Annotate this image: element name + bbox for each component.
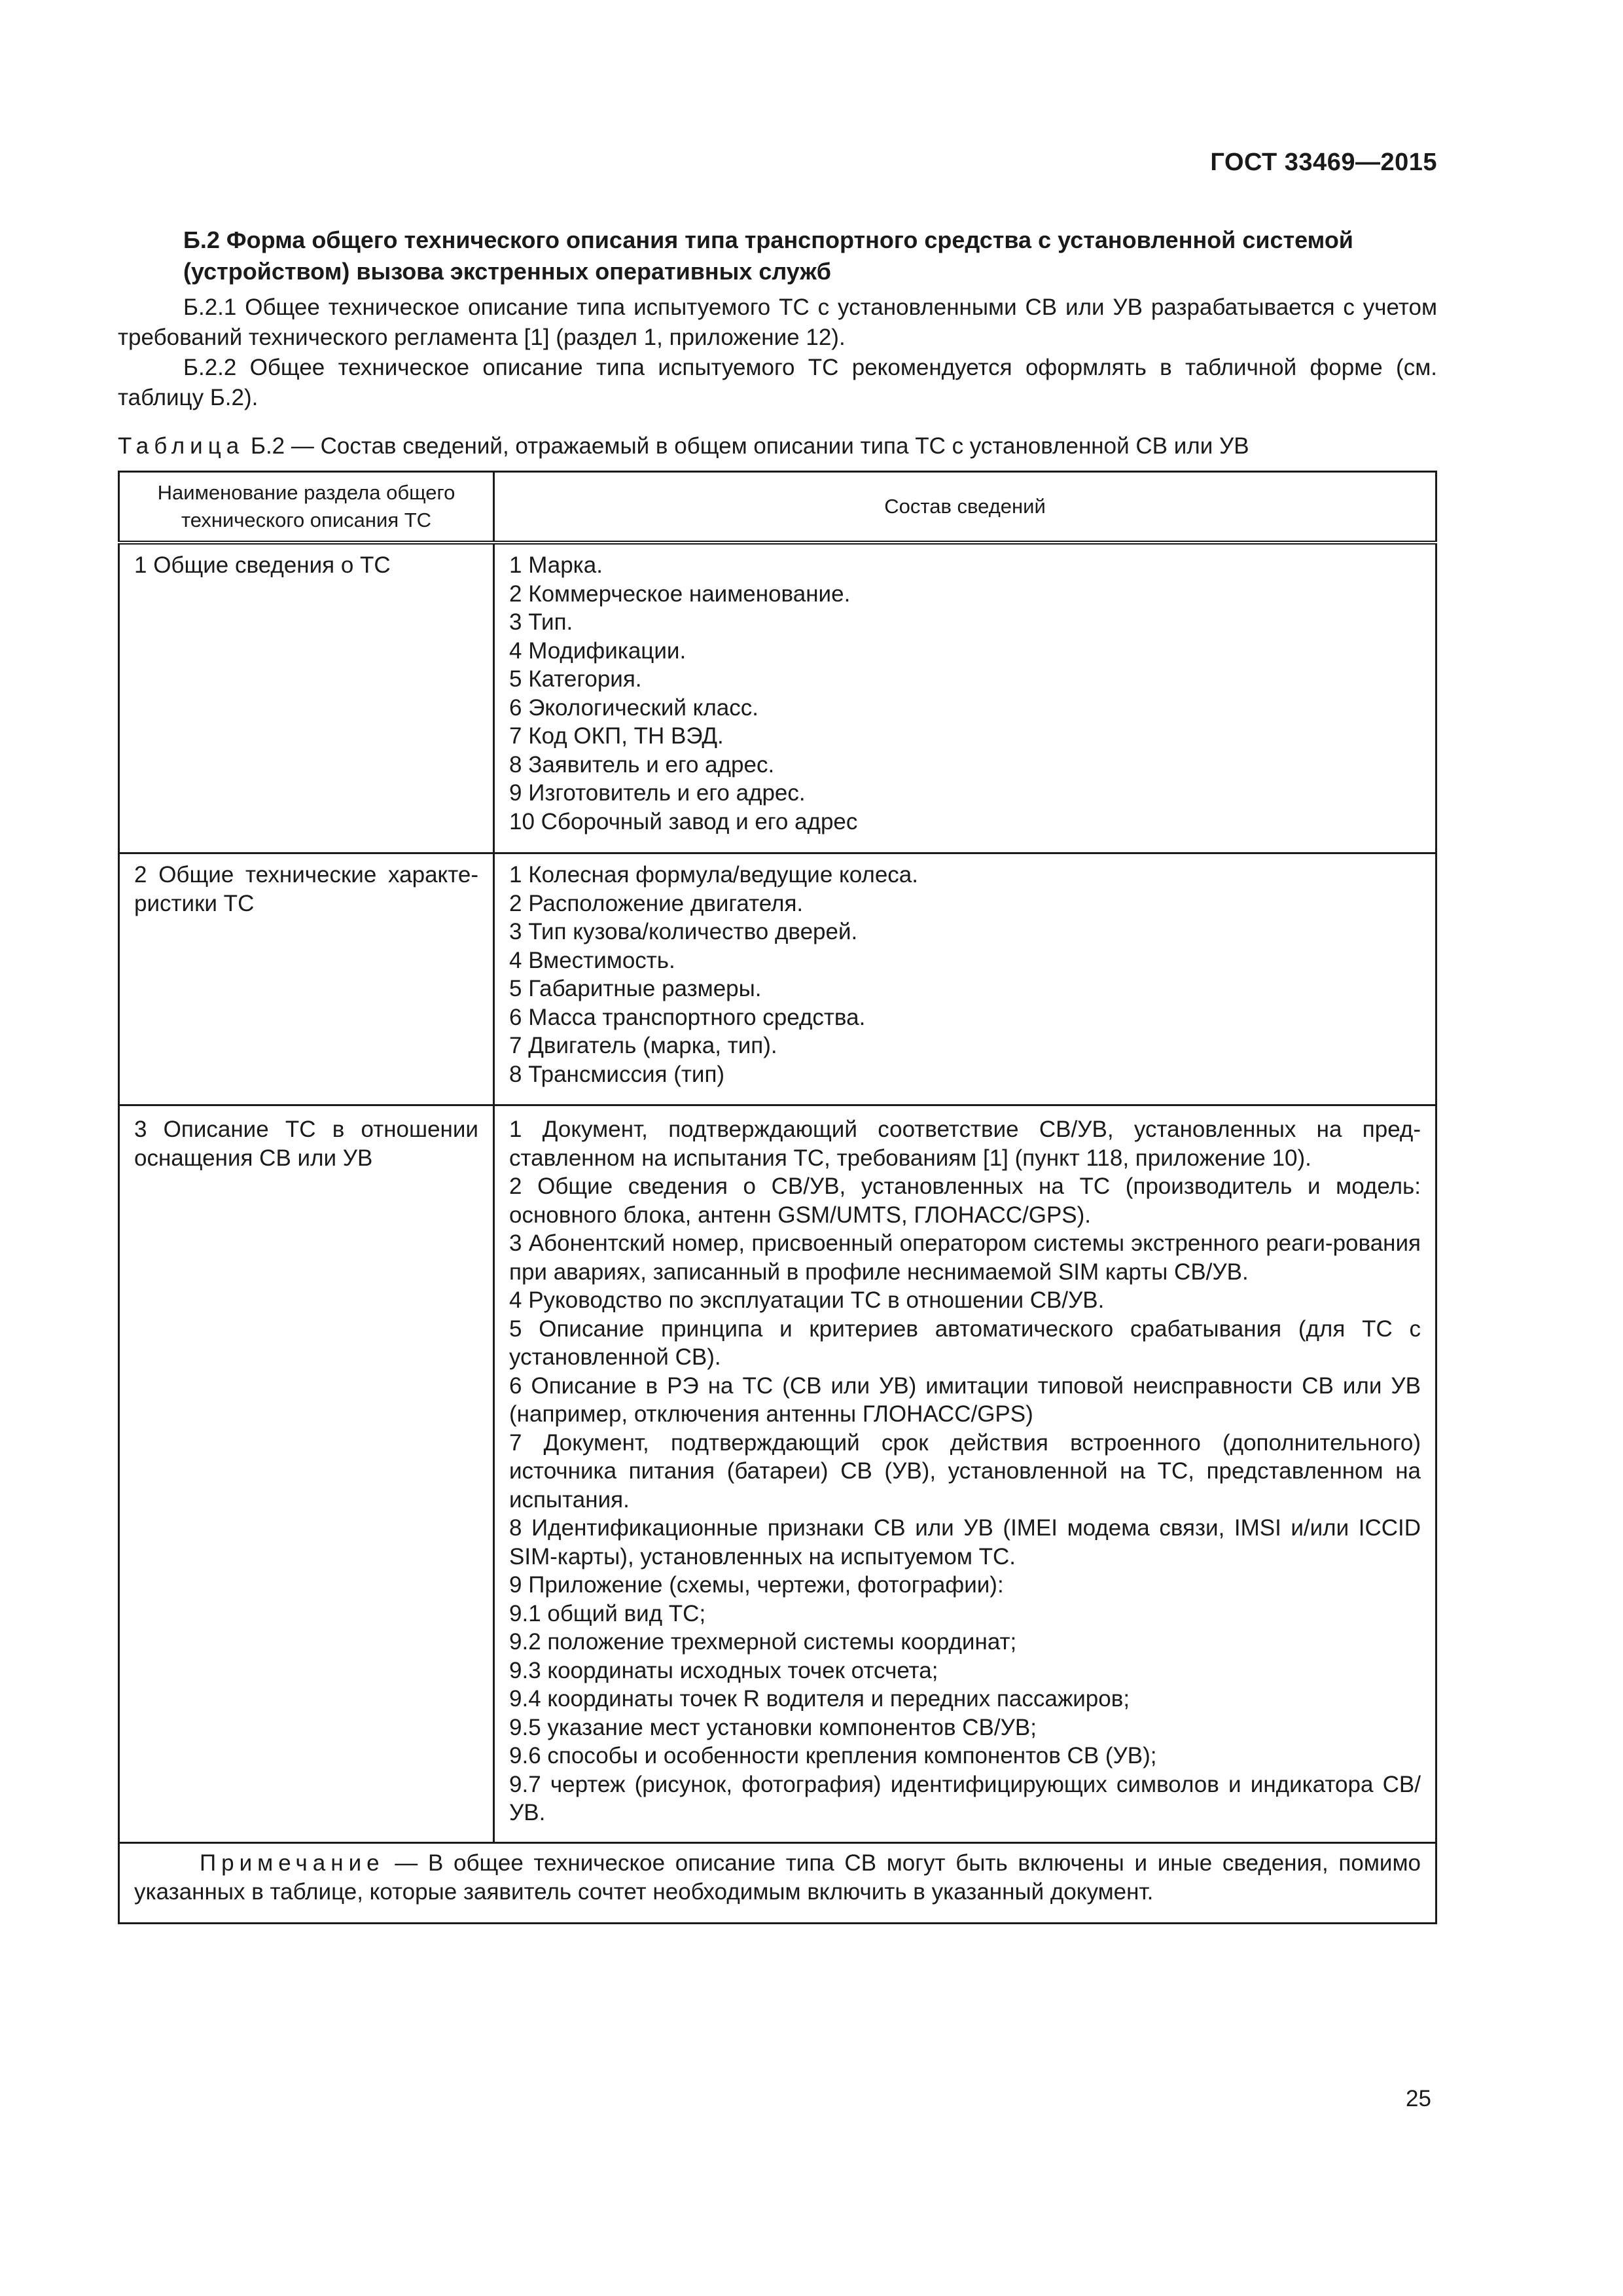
list-item: 3 Тип. (509, 609, 573, 635)
list-item: 9.1 общий вид ТС; (509, 1600, 706, 1626)
list-item: 9.2 положение трехмерной системы координат; (509, 1629, 1017, 1655)
list-item: 9.5 указание мест установки компонентов СВ/УВ; (509, 1714, 1037, 1740)
table-note-row (119, 1843, 1436, 1924)
list-item: 9.7 чертеж (рисунок, фотография) идентифицирующих символов и индикатора СВ/УВ. (509, 1771, 1421, 1825)
list-item: 2 Общие сведения о СВ/УВ, установленных на ТС (производитель и модель: основного блока, антенн GSM/UMTS, ГЛОНАСС/GPS). (509, 1174, 1421, 1228)
section-title: Б.2 Форма общего технического описания типа транспортного средства с установленной системой (устройством) вызова экстренных оперативных служб (183, 226, 1353, 285)
table-header-row (119, 472, 1436, 543)
list-item: 1 Колесная формула/ведущие колеса. (509, 862, 918, 888)
list-item: 7 Двигатель (марка, тип). (509, 1033, 777, 1058)
list-item: 6 Масса транспортного средства. (509, 1004, 866, 1030)
note-text: — В общее техническое описание типа СВ могут быть включены и иные сведения, помимо указанных в таблице, которые заявитель сочтет необходимым включить в указанный документ. (134, 1850, 1421, 1905)
contents-list (509, 551, 1421, 836)
row-section-name: 1 Общие сведения о ТС (119, 543, 494, 853)
note-label: Примечание (200, 1850, 385, 1876)
table-caption (118, 431, 1437, 461)
contents-list (509, 1115, 1421, 1827)
list-item: 5 Описание принципа и критериев автоматического срабатывания (для ТС с установленной СВ). (509, 1316, 1421, 1370)
list-item: 9.6 способы и особенности крепления компонентов СВ (УВ); (509, 1743, 1157, 1768)
list-item: 9.3 координаты исходных точек отсчета; (509, 1657, 938, 1683)
list-item: 3 Тип кузова/количество дверей. (509, 919, 858, 944)
list-item: 10 Сборочный завод и его адрес (509, 808, 858, 834)
list-item: 9 Изготовитель и его адрес. (509, 780, 806, 806)
header-contents: Состав сведений (494, 472, 1436, 543)
list-item: 4 Модификации. (509, 637, 687, 664)
list-item: 2 Коммерческое наименование. (509, 581, 851, 607)
row-section-name: 2 Общие технические характе-ристики ТС (119, 853, 494, 1105)
list-item: 2 Расположение двигателя. (509, 890, 804, 916)
note-paragraph (134, 1849, 1421, 1906)
list-item: 1 Марка. (509, 552, 603, 578)
list-item: 6 Описание в РЭ на ТС (СВ или УВ) имитации типовой неисправности СВ или УВ (например, отключения антенны ГЛОНАСС/GPS) (509, 1372, 1421, 1427)
list-item: 7 Код ОКП, ТН ВЭД. (509, 723, 724, 749)
paragraph-b21: Б.2.1 Общее техническое описание типа испытуемого ТС с установленными СВ или УВ разрабатывается с учетом требований технического регламента [1] (раздел 1, приложение 12). (118, 295, 1437, 350)
list-item: 4 Руководство по эксплуатации ТС в отношении СВ/УВ. (509, 1287, 1105, 1313)
row-contents (494, 543, 1436, 853)
row-section-name: 3 Описание ТС в отношении оснащения СВ или УВ (119, 1105, 494, 1843)
header-section-name: Наименование раздела общего технического описания ТС (119, 472, 494, 543)
list-item: 1 Документ, подтверждающий соответствие СВ/УВ, установленных на пред-ставленном на испытания ТС, требованиям [1] (пункт 118, приложение 10). (509, 1117, 1421, 1171)
standard-number: ГОСТ 33469—2015 (1210, 149, 1437, 176)
list-item: 9 Приложение (схемы, чертежи, фотографии): (509, 1572, 1004, 1598)
table-caption-label: Таблица (118, 433, 245, 459)
table-note (119, 1843, 1436, 1924)
table-row (119, 853, 1436, 1105)
list-item: 4 Вместимость. (509, 947, 675, 973)
list-item: 5 Категория. (509, 666, 642, 692)
list-item: 9.4 координаты точек R водителя и передних пассажиров; (509, 1686, 1130, 1712)
table-row (119, 1105, 1436, 1843)
page-number: 25 (1406, 2086, 1431, 2111)
table-caption-text: Б.2 — Состав сведений, отражаемый в общем описании типа ТС с установленной СВ или УВ (250, 433, 1249, 459)
list-item: 7 Документ, подтверждающий срок действия встроенного (дополнительного) источника питания (батареи) СВ (УВ), установленной на ТС, представленном на испытания. (509, 1429, 1421, 1513)
list-item: 8 Трансмиссия (тип) (509, 1061, 725, 1087)
table-row (119, 543, 1436, 853)
list-item: 8 Идентификационные признаки СВ или УВ (IMEI модема связи, IMSI и/или ICCID SIM-карты), установленных на испытуемом ТС. (509, 1515, 1421, 1570)
list-item: 5 Габаритные размеры. (509, 976, 762, 1001)
list-item: 6 Экологический класс. (509, 694, 759, 721)
paragraph-b22: Б.2.2 Общее техническое описание типа испытуемого ТС рекомендуется оформлять в табличной форме (см. таблицу Б.2). (118, 355, 1437, 410)
list-item: 8 Заявитель и его адрес. (509, 751, 775, 778)
contents-list (509, 861, 1421, 1088)
page-content (118, 224, 1437, 1924)
list-item: 3 Абонентский номер, присвоенный оператором системы экстренного реаги-рования при авариях, записанный в профиле неснимаемой SIM карты СВ/УВ. (509, 1230, 1421, 1285)
info-table (118, 471, 1437, 1924)
row-contents (494, 1105, 1436, 1843)
row-contents (494, 853, 1436, 1105)
